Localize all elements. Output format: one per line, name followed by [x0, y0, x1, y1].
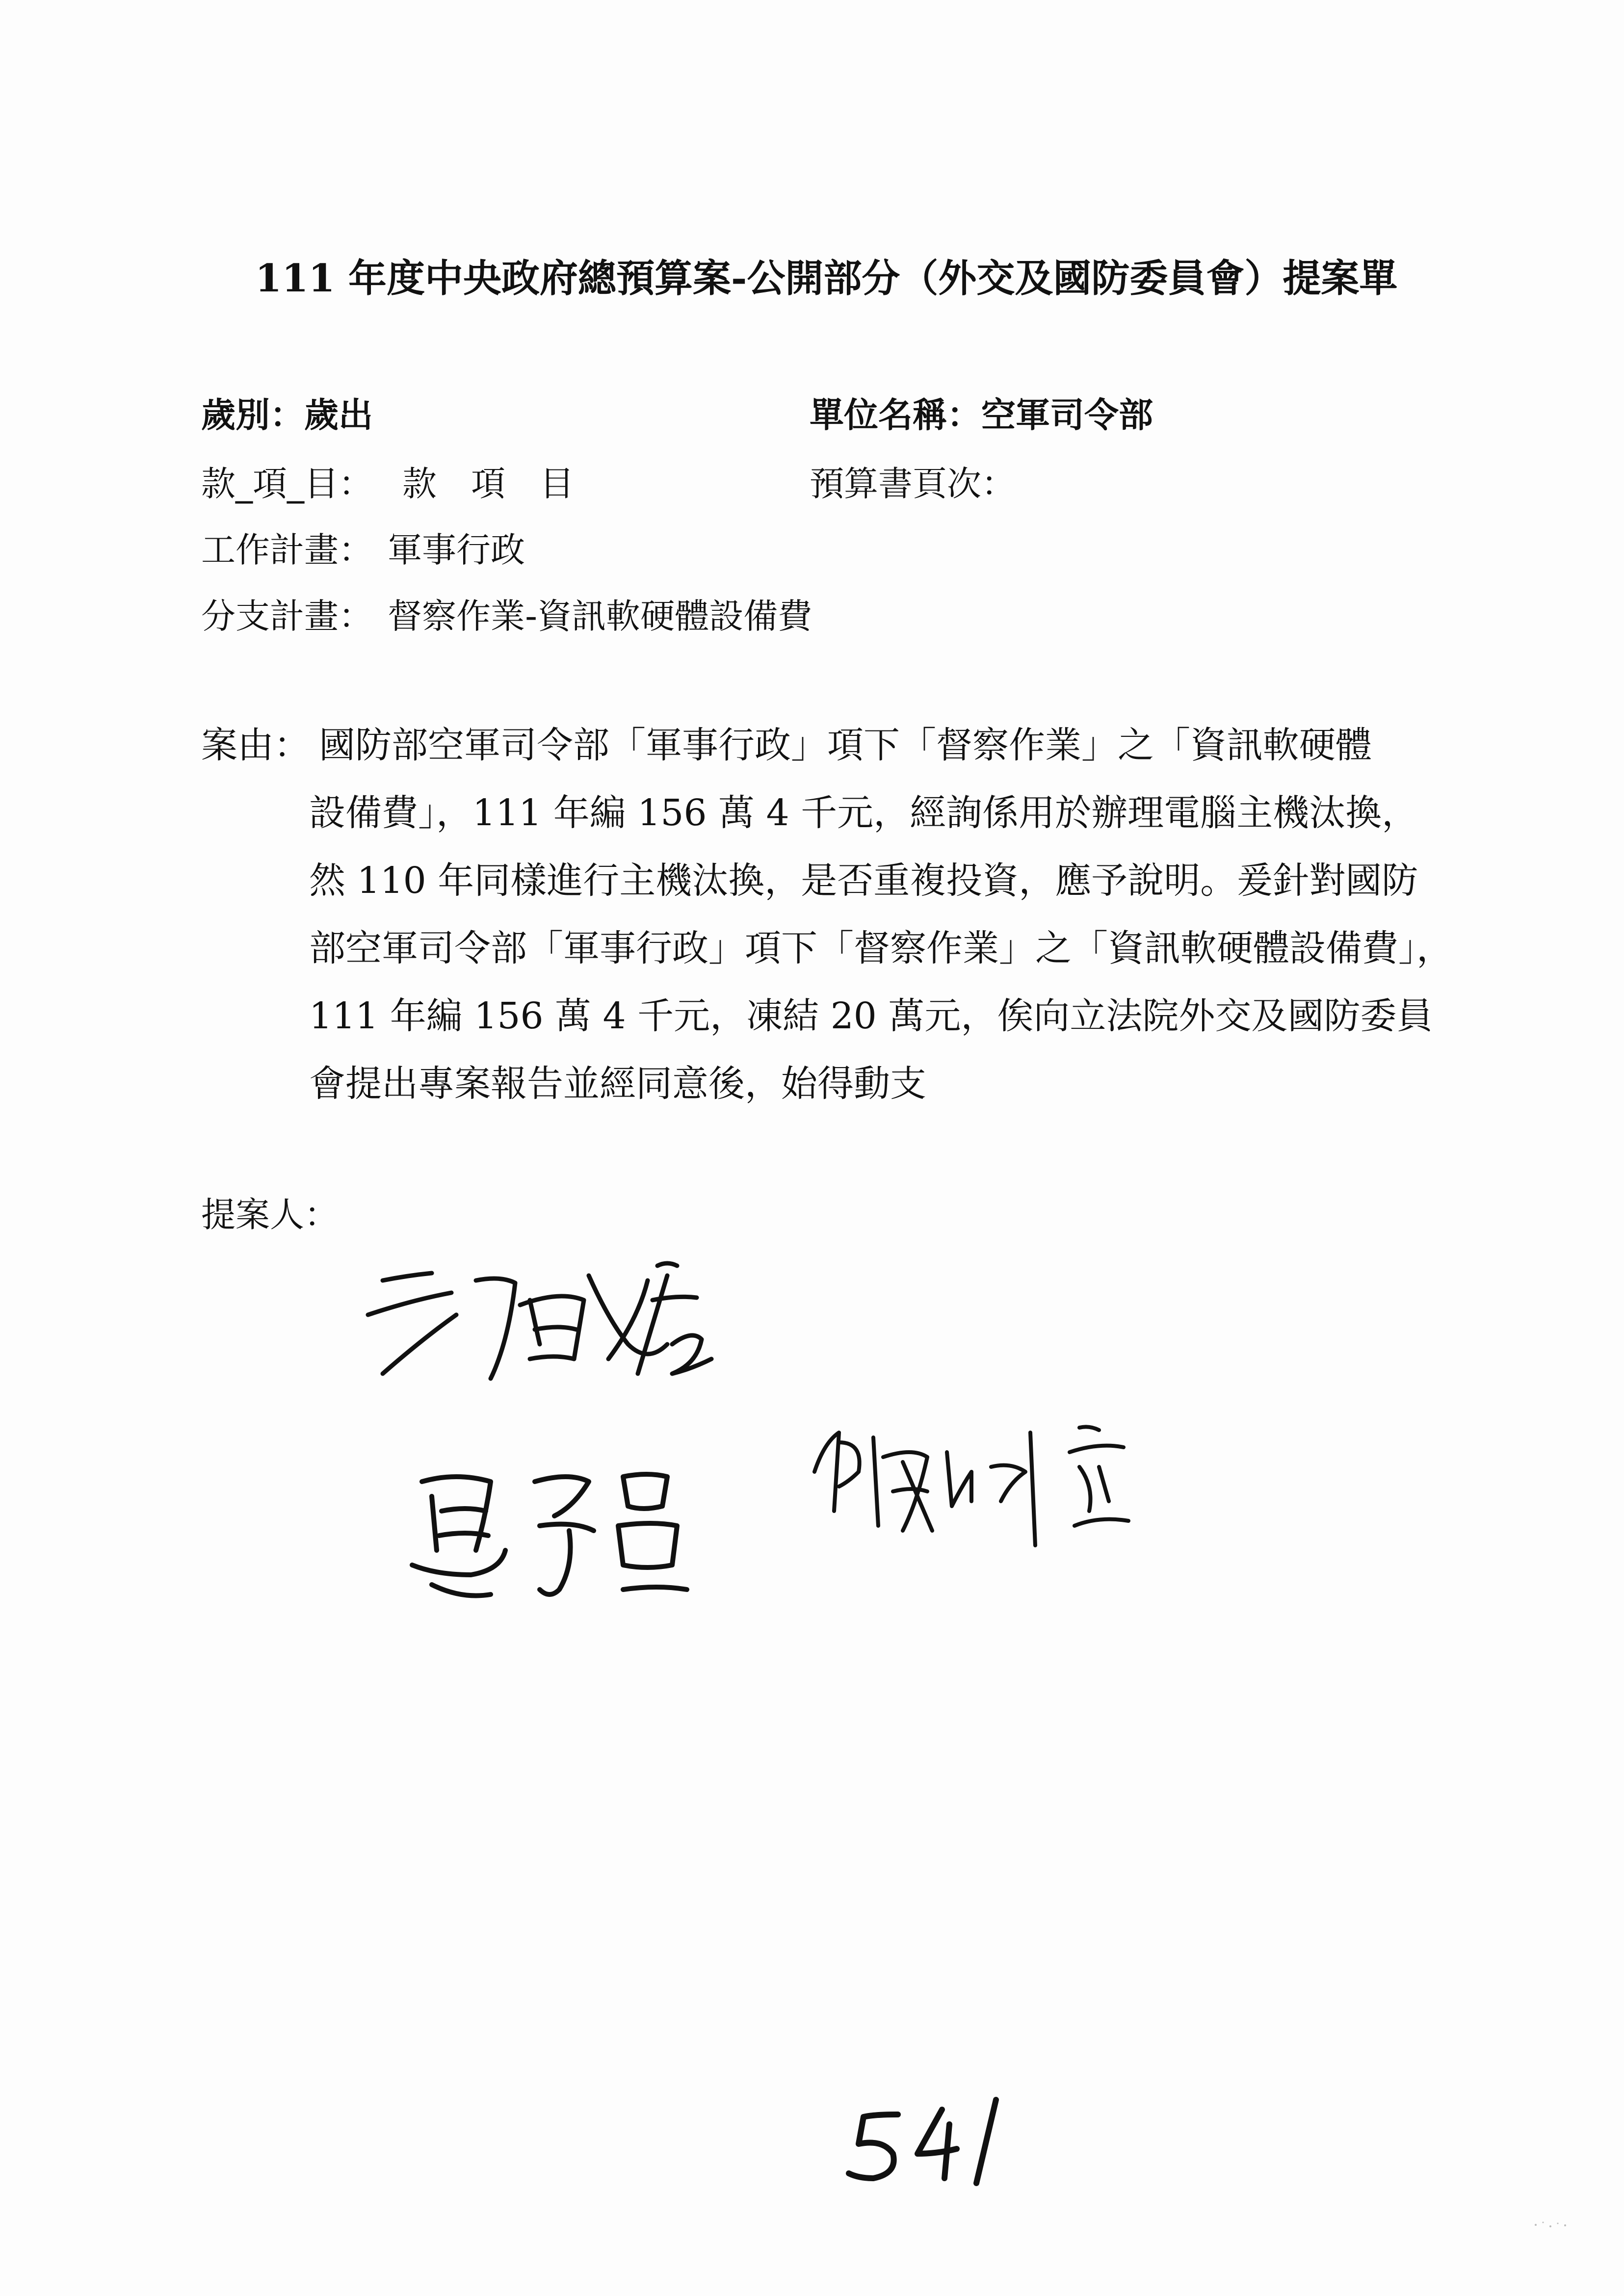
branch-plan-field — [201, 589, 812, 638]
unit-field — [810, 388, 1153, 437]
signature-2 — [393, 1452, 726, 1619]
item-label: 款_項_目： — [201, 464, 373, 504]
reason-line: 111 年編 156 萬 4 千元，凍結 20 萬元，俟向立法院外交及國防委員 — [309, 995, 1433, 1037]
reason-line: 國防部空軍司令部「軍事行政」項下「督察作業」之「資訊軟硬體 — [319, 724, 1372, 766]
budget-page-label: 預算書頁次： — [810, 464, 1016, 504]
category-label: 歲別： — [201, 395, 304, 435]
work-plan-field — [201, 522, 525, 572]
scan-speckle — [1531, 2218, 1575, 2232]
signature-3 — [805, 1413, 1217, 1560]
page-number — [839, 2095, 1016, 2195]
branch-plan-value: 督察作業-資訊軟硬體設備費 — [388, 596, 812, 636]
category-field — [201, 388, 373, 437]
work-plan-label: 工作計畫： — [201, 530, 373, 570]
signature-1 — [353, 1246, 726, 1413]
reason-line: 設備費」，111 年編 156 萬 4 千元，經詢係用於辦理電腦主機汰換， — [309, 792, 1418, 834]
reason-line: 部空軍司令部「軍事行政」項下「督察作業」之「資訊軟硬體設備費」， — [309, 927, 1453, 969]
category-value: 歲出 — [304, 395, 373, 435]
item-value: 款 項 目 — [402, 464, 574, 504]
unit-value: 空軍司令部 — [981, 395, 1153, 435]
work-plan-value: 軍事行政 — [388, 530, 525, 570]
reason-label: 案由： — [201, 724, 310, 766]
proposer-label: 提案人： — [201, 1195, 339, 1235]
document-title: 111 年度中央政府總預算案-公開部分（外交及國防委員會）提案單 — [255, 256, 1398, 301]
budget-page-field — [810, 456, 1016, 506]
unit-label: 單位名稱： — [810, 395, 981, 435]
reason-line: 會提出專案報告並經同意後，始得動支 — [309, 1063, 926, 1105]
branch-plan-label: 分支計畫： — [201, 596, 373, 636]
item-field — [201, 456, 574, 506]
reason-line: 然 110 年同樣進行主機汰換，是否重複投資，應予說明。爰針對國防 — [309, 860, 1418, 902]
